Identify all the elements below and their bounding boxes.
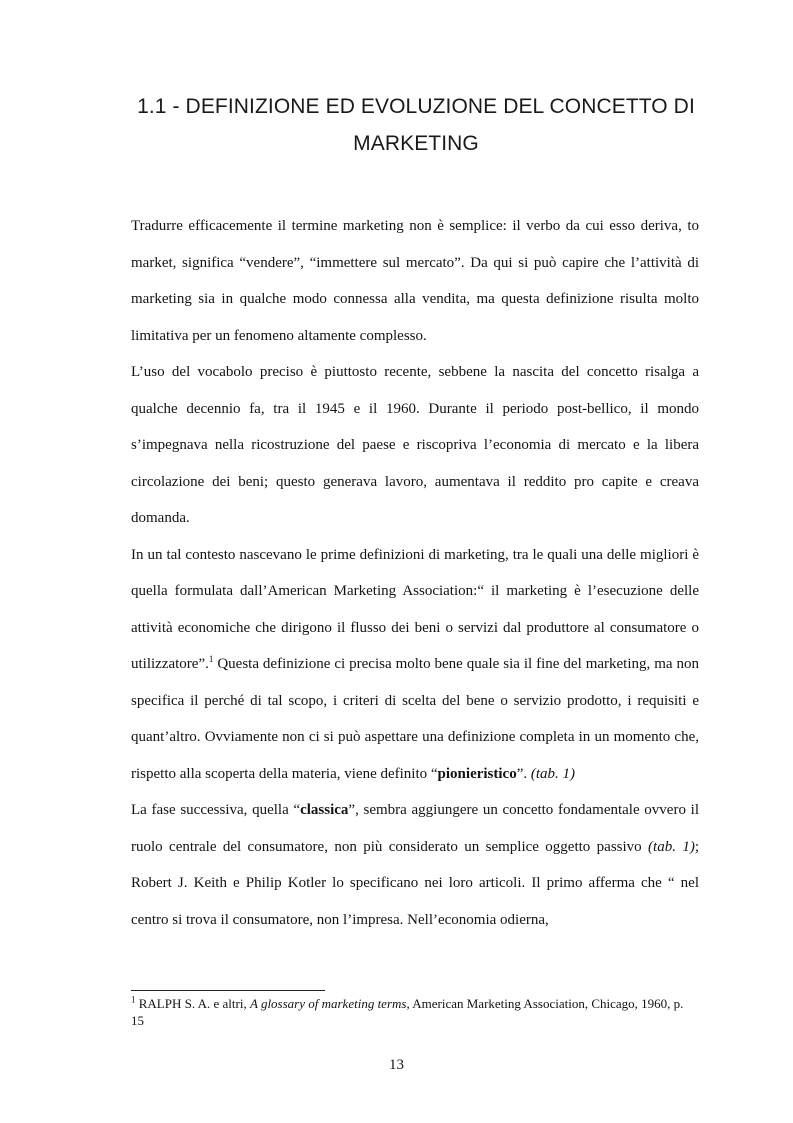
body-text <box>131 208 699 938</box>
footnote-separator <box>131 990 325 991</box>
footnote-title: A glossary of marketing terms <box>249 996 407 1011</box>
paragraph-4-text-b: ”, sembra aggiungere un concetto fondamentale ovvero il ruolo centrale del consumatore, non più considerato un semplice oggetto passivo <box>131 802 699 855</box>
term-pionieristico: pionieristico <box>437 765 517 782</box>
section-heading-line-2: MARKETING <box>353 132 479 155</box>
paragraph-4-text-c: ; Robert J. Keith e Philip Kotler lo specificano nei loro articoli. Il primo afferma che “ nel centro si trova il consumatore, non l’impresa. Nell’economia odierna, <box>131 838 699 928</box>
table-reference: (tab. 1) <box>530 765 576 782</box>
paragraph-4-text-a: La fase successiva, quella “ <box>131 802 301 818</box>
paragraph-3-text-c: ”. <box>516 765 531 782</box>
footnote <box>131 995 699 1029</box>
paragraph-3-text-a: In un tal contesto nascevano le prime definizioni di marketing, tra le quali una delle migliori è quella formulata dall’American Marketing Association:“ il marketing è l’esecuzione delle attività economiche che dirigono il flusso dei beni o servizi dal produttore al consumatore o utilizzatore”. <box>131 546 699 672</box>
term-classica: classica <box>300 802 349 818</box>
footnote-author: RALPH S. A. e altri, <box>135 996 250 1011</box>
paragraph-4 <box>131 792 699 938</box>
paragraph-3-text-b: Questa definizione ci precisa molto bene quale sia il fine del marketing, ma non specifica il perché di tal scopo, i criteri di scelta del bene o servizio prodotto, i requisiti e quant’altro. Ovviamente non ci si può aspettare una definizione completa in un momento che, rispetto alla scoperta della materia, viene definito “ <box>131 656 699 782</box>
page-number: 13 <box>389 1057 404 1073</box>
paragraph-3 <box>131 537 699 793</box>
footnote-reference[interactable]: 1 <box>208 654 214 664</box>
paragraph-2: L’uso del vocabolo preciso è piuttosto recente, sebbene la nascita del concetto risalga a qualche decennio fa, tra il 1945 e il 1960. Durante il periodo post-bellico, il mondo s’impegnava nella ricostruzione del paese e riscopriva l’economia di mercato e la libera circolazione dei beni; questo generava lavoro, aumentava il reddito pro capite e creava domanda. <box>131 364 699 526</box>
footnote-number: 1 <box>131 994 136 1005</box>
footnote-details: , American Marketing Association, Chicago, 1960, p. 15 <box>131 996 684 1028</box>
paragraph-1: Tradurre efficacemente il termine marketing non è semplice: il verbo da cui esso deriva, to market, significa “vendere”, “immettere sul mercato”. Da qui si può capire che l’attività di marketing sia in qualche modo connessa alla vendita, ma questa definizione risulta molto limitativa per un fenomeno altamente complesso. <box>131 218 699 344</box>
section-heading-line-1: 1.1 - DEFINIZIONE ED EVOLUZIONE DEL CONCETTO DI <box>137 95 695 118</box>
section-heading <box>120 88 712 162</box>
table-reference: (tab. 1) <box>648 838 695 855</box>
